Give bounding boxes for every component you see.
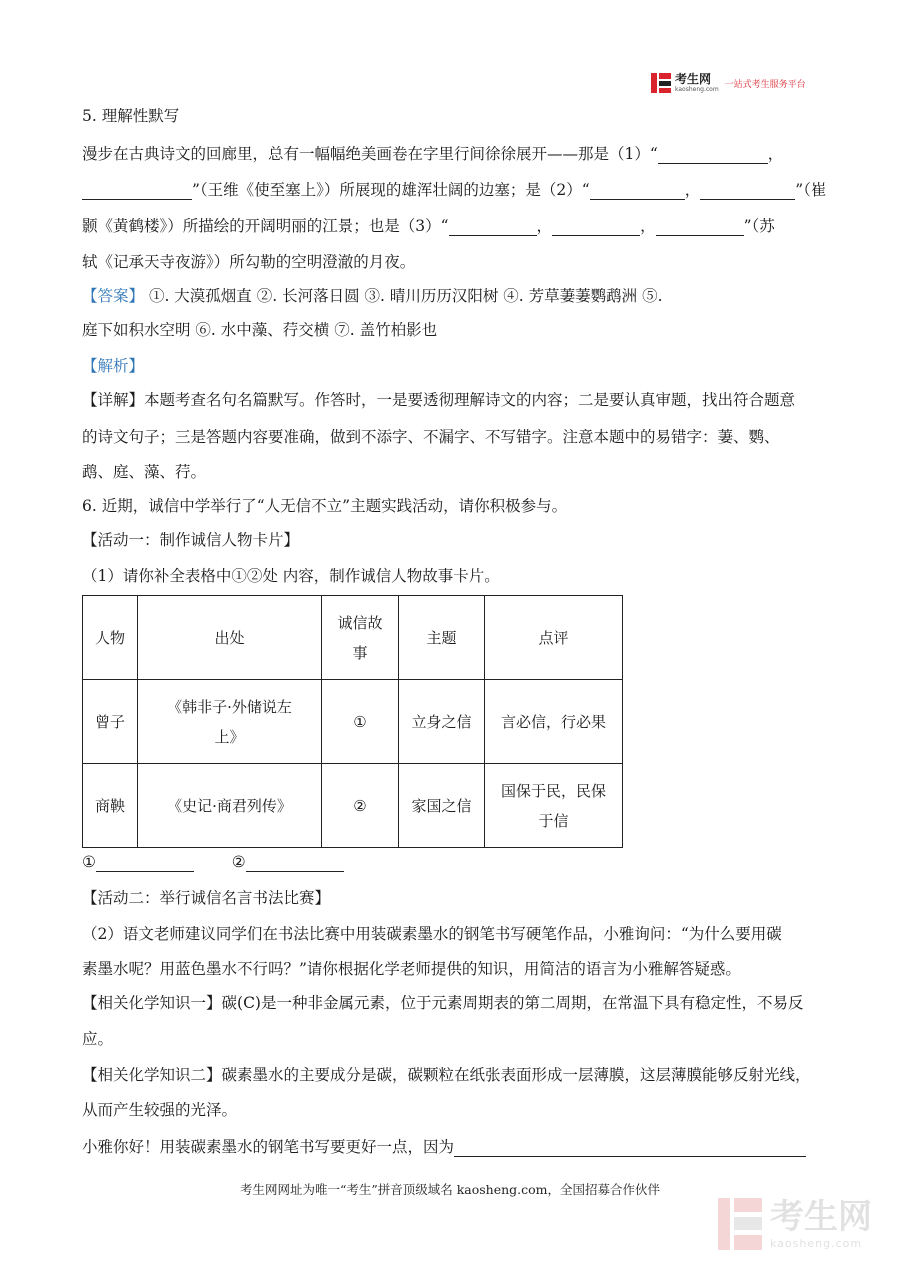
- table-header-row: [83, 596, 623, 680]
- blank-2[interactable]: [82, 183, 192, 200]
- analysis-label: 【解析】: [82, 357, 145, 375]
- watermark-domain: kaosheng.com: [770, 1236, 863, 1250]
- knowledge-2-line-1: [82, 1065, 811, 1085]
- header-theme: 主题: [399, 596, 485, 680]
- activity-2-title: 【活动二：举行诚信名言书法比赛】: [82, 889, 331, 907]
- answer-line-2: 庭下如积水空明 ⑥. 水中藻、荇交横 ⑦. 盖竹柏影也: [82, 321, 438, 339]
- q5-text: 漫步在古典诗文的回廊里，总有一幅幅绝美画卷在字里行间徐徐展开——那是（1）“: [82, 145, 658, 163]
- q5-text: ，: [640, 217, 656, 235]
- q5-text: ”（崔: [795, 181, 827, 199]
- answer-line-1: [82, 286, 663, 306]
- q6-title: 6. 近期，诚信中学举行了“人无信不立”主题实践活动，请你积极参与。: [82, 497, 568, 515]
- page-footer: 考生网网址为唯一“考生”拼音顶级域名 kaosheng.com，全国招募合作伙伴: [239, 1182, 661, 1197]
- task-1: （1）请你补全表格中①②处 内容，制作诚信人物故事卡片。: [82, 567, 500, 585]
- answer-text-1: ①. 大漠孤烟直 ②. 长河落日圆 ③. 晴川历历汉阳树 ④. 芳草萋萋鹦鹉洲 ⑤.: [148, 287, 663, 305]
- cell-comment-line-1: 国保于民，民保: [500, 781, 606, 800]
- q5-text: 颢《黄鹤楼》）所描绘的开阔明丽的江景；也是（3）“: [82, 217, 449, 235]
- watermark-name: 考生网: [770, 1196, 872, 1237]
- logo-mark-icon: [651, 73, 671, 93]
- q5-line-2: [82, 180, 826, 200]
- integrity-card-table: [82, 595, 623, 848]
- header-story: [322, 596, 399, 680]
- knowledge-2-text: 碳素墨水的主要成分是碳，碳颗粒在纸张表面形成一层薄膜，这层薄膜能够反射光线，: [221, 1066, 811, 1084]
- q5-text: ”（苏: [743, 217, 775, 235]
- cell-person: 曾子: [83, 680, 138, 764]
- cell-source: 《史记·商君列传》: [138, 764, 322, 848]
- detail-line-1: 【详解】本题考查名句名篇默写。作答时，一是要透彻理解诗文的内容；二是要认真审题，找出符合题意: [82, 391, 796, 409]
- q5-line-3: [82, 216, 775, 236]
- knowledge-1-text: 碳(C)是一种非金属元素，位于元素周期表的第二周期，在常温下具有稳定性，不易反: [221, 994, 804, 1012]
- knowledge-2-label: 【相关化学知识二】: [82, 1066, 222, 1084]
- detail-line-2: 的诗文句子；三是答题内容要准确，做到不添字、不漏字、不写错字。注意本题中的易错字：萋、鹦、: [82, 428, 780, 446]
- blank-1[interactable]: [658, 147, 768, 164]
- cell-source-line-2: 上》: [214, 727, 245, 746]
- blank-5[interactable]: [449, 219, 537, 236]
- task-2-line-1: （2）语文老师建议同学们在书法比赛中用装碳素墨水的钢笔书写硬笔作品，小雅询问：“为什么要用碳: [82, 925, 782, 943]
- blank-3[interactable]: [590, 183, 685, 200]
- knowledge-1-line-1: [82, 993, 803, 1013]
- knowledge-1-line-2: 应。: [82, 1030, 114, 1048]
- blank-answer-1[interactable]: [96, 855, 194, 872]
- header-person: 人物: [83, 596, 138, 680]
- q5-text: ，: [684, 181, 701, 199]
- blank-4[interactable]: [700, 183, 795, 200]
- header-story-line-2: 事: [352, 643, 368, 662]
- cell-source-line-1: 《韩非子·外储说左: [167, 697, 292, 716]
- blank-answer-2[interactable]: [246, 855, 344, 872]
- table-row: [83, 680, 623, 764]
- reply-blank[interactable]: [454, 1140, 806, 1157]
- knowledge-1-label: 【相关化学知识一】: [82, 994, 222, 1012]
- logo-name: 考生网: [675, 72, 712, 86]
- knowledge-2-line-2: 从而产生较强的光泽。: [82, 1101, 238, 1119]
- logo-slogan: 一站式考生服务平台: [724, 79, 806, 90]
- q5-text: ，: [767, 145, 784, 163]
- cell-theme: 立身之信: [399, 680, 485, 764]
- answer-label: 【答案】: [82, 287, 145, 305]
- blank-answer-1-label: ①: [82, 853, 96, 871]
- cell-person: 商鞅: [83, 764, 138, 848]
- blank-answer-2-label: ②: [231, 853, 246, 871]
- cell-theme: 家国之信: [399, 764, 485, 848]
- cell-story[interactable]: ②: [322, 764, 399, 848]
- q5-text: ”（王维《使至塞上》）所展现的雄浑壮阔的边塞；是（2）“: [192, 181, 590, 199]
- logo-domain: kaosheng.com: [675, 86, 719, 93]
- detail-line-3: 鹉、庭、藻、荇。: [82, 463, 207, 481]
- header-comment: 点评: [485, 596, 623, 680]
- watermark-mark-icon: [718, 1198, 762, 1250]
- site-logo: [651, 72, 806, 94]
- q5-title: 5. 理解性默写: [82, 107, 180, 125]
- activity-1-title: 【活动一：制作诚信人物卡片】: [82, 531, 300, 549]
- blank-7[interactable]: [656, 219, 744, 236]
- cell-source: [138, 680, 322, 764]
- watermark: [718, 1198, 872, 1250]
- task-2-line-2: 素墨水呢？用蓝色墨水不行吗？”请你根据化学老师提供的知识，用简洁的语言为小雅解答疑惑。: [82, 960, 741, 978]
- blank-answers-line: [82, 852, 344, 872]
- q5-line-1: [82, 144, 783, 164]
- reply-text: 小雅你好！用装碳素墨水的钢笔书写要更好一点，因为: [82, 1138, 455, 1156]
- cell-comment: [485, 764, 623, 848]
- table-row: [83, 764, 623, 848]
- blank-6[interactable]: [552, 219, 640, 236]
- cell-comment: 言必信，行必果: [485, 680, 623, 764]
- cell-comment-line-2: 于信: [538, 811, 569, 830]
- q5-text: ，: [536, 217, 553, 235]
- header-story-line-1: 诚信故: [337, 613, 383, 632]
- cell-story[interactable]: ①: [322, 680, 399, 764]
- header-source: 出处: [138, 596, 322, 680]
- q5-line-4: 轼《记承天寺夜游》）所勾勒的空明澄澈的月夜。: [82, 253, 416, 271]
- reply-line: [82, 1137, 806, 1157]
